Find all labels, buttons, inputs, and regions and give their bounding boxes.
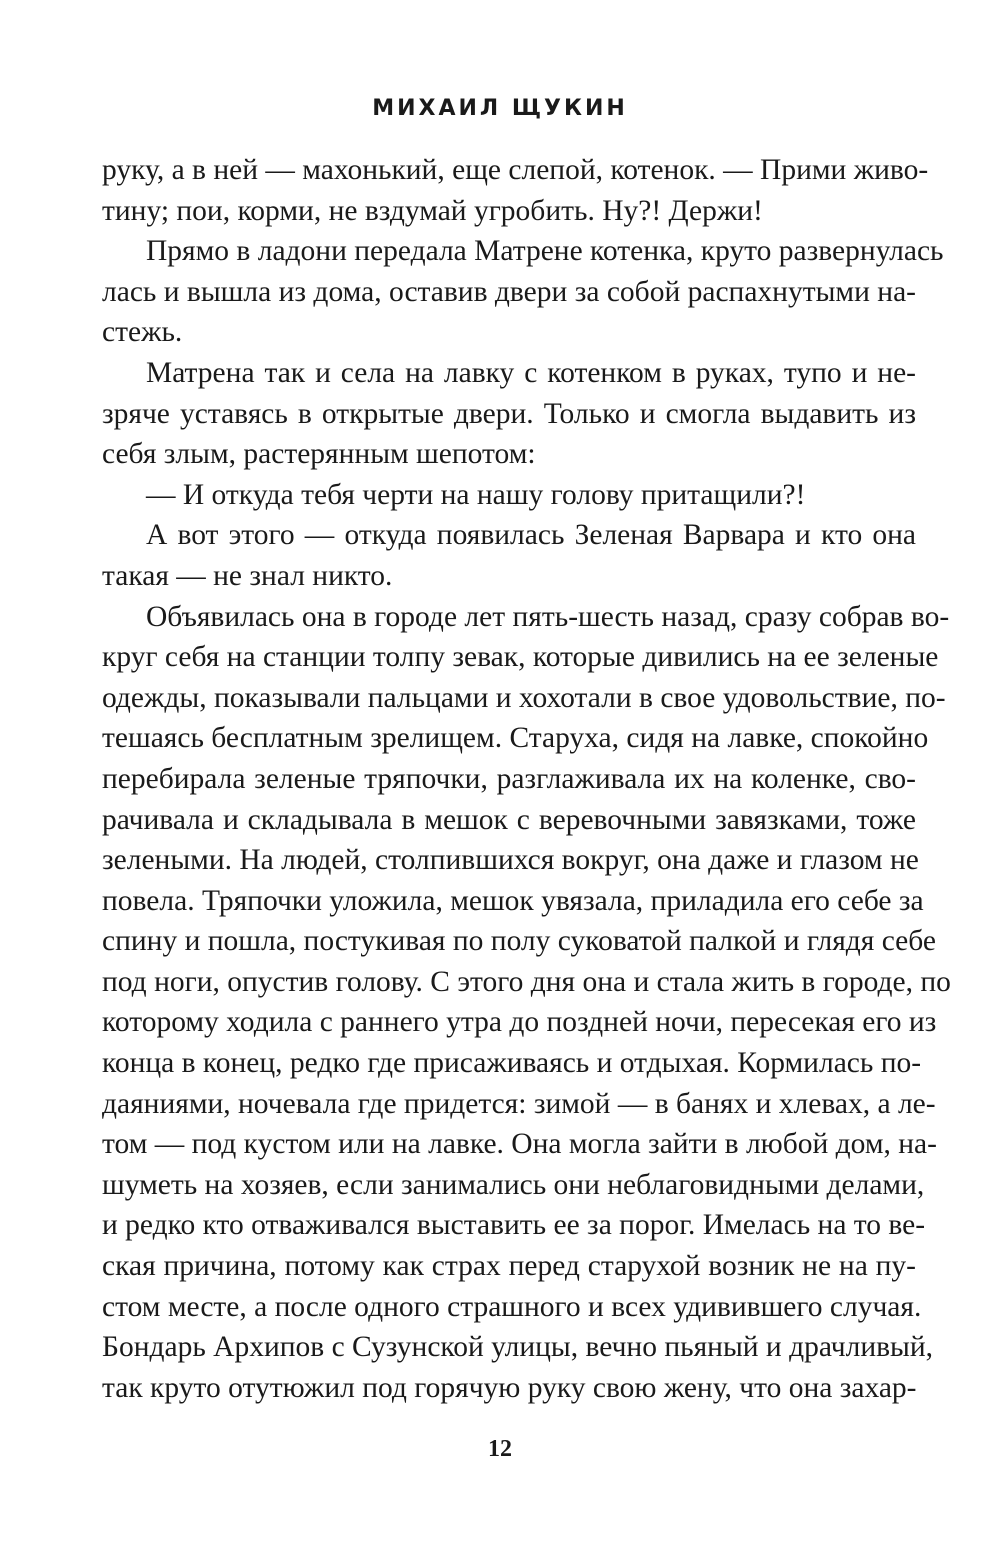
text-line: руку, а в ней — махонький, еще слепой, котенок. — Прими живо- <box>102 154 929 186</box>
text-line: одежды, показывали пальцами и хохотали в свое удовольствие, по- <box>102 681 946 714</box>
text-line: зряче уставясь в открытые двери. Только и смогла выдавить из <box>102 397 916 430</box>
text-line: под ноги, опустив голову. С этого дня она и стала жить в городе, по <box>102 965 951 998</box>
text-line: так круто отутюжил под горячую руку свою жену, что она захар- <box>102 1371 917 1404</box>
text-line: А вот этого — откуда появилась Зеленая Варвара и кто она <box>146 519 916 552</box>
text-line: ская причина, потому как страх перед старухой возник не на пу- <box>102 1250 916 1283</box>
text-line: тешаясь бесплатным зрелищем. Старуха, сидя на лавке, спокойно <box>102 722 929 755</box>
text-line: Матрена так и села на лавку с котенком в руках, тупо и не- <box>146 356 916 389</box>
running-head: МИХАИЛ ЩУКИН <box>372 96 628 121</box>
text-line: конца в конец, редко где присаживаясь и отдыхая. Кормилась по- <box>102 1047 922 1080</box>
text-line: стом месте, а после одного страшного и всех удивившего случая. <box>102 1290 922 1323</box>
text-line: круг себя на станции толпу зевак, которые дивились на ее зеленые <box>102 641 939 674</box>
text-line: том — под кустом или на лавке. Она могла зайти в любой дом, на- <box>102 1128 937 1161</box>
text-line: лась и вышла из дома, оставив двери за собой распахнутыми на- <box>102 275 916 308</box>
text-line: Объявилась она в городе лет пять-шесть назад, сразу собрав во- <box>146 600 950 633</box>
page-number: 12 <box>488 1436 512 1462</box>
text-line: Прямо в ладони передала Матрене котенка, круто развернулась <box>146 235 944 268</box>
text-line: шуметь на хозяев, если занимались они неблаговидными делами, <box>102 1168 925 1201</box>
text-line: спину и пошла, постукивая по полу суковатой палкой и глядя себе <box>102 925 936 958</box>
text-line: повела. Тряпочки уложила, мешок увязала, приладила его себе за <box>102 884 924 917</box>
text-line: даяниями, ночевала где придется: зимой — в банях и хлевах, а ле- <box>102 1087 936 1120</box>
text-line: которому ходила с раннего утра до поздней ночи, пересекая его из <box>102 1006 937 1039</box>
text-line: такая — не знал никто. <box>102 559 393 592</box>
text-line: и редко кто отваживался выставить ее за порог. Имелась на то ве- <box>102 1209 926 1242</box>
body-text <box>102 150 951 1408</box>
text-line: — И откуда тебя черти на нашу голову притащили?! <box>146 478 806 511</box>
text-line: стежь. <box>102 316 183 349</box>
text-line: зелеными. На людей, столпившихся вокруг, она даже и глазом не <box>102 844 919 877</box>
text-line: перебирала зеленые тряпочки, разглаживала их на коленке, сво- <box>102 762 916 795</box>
text-line: тину; пои, корми, не вздумай угробить. Ну?! Держи! <box>102 194 763 227</box>
text-line: Бондарь Архипов с Сузунской улицы, вечно пьяный и драчливый, <box>102 1331 934 1364</box>
text-line: себя злым, растерянным шепотом: <box>102 438 536 471</box>
text-line: рачивала и складывала в мешок с веревочными завязками, тоже <box>102 803 916 836</box>
